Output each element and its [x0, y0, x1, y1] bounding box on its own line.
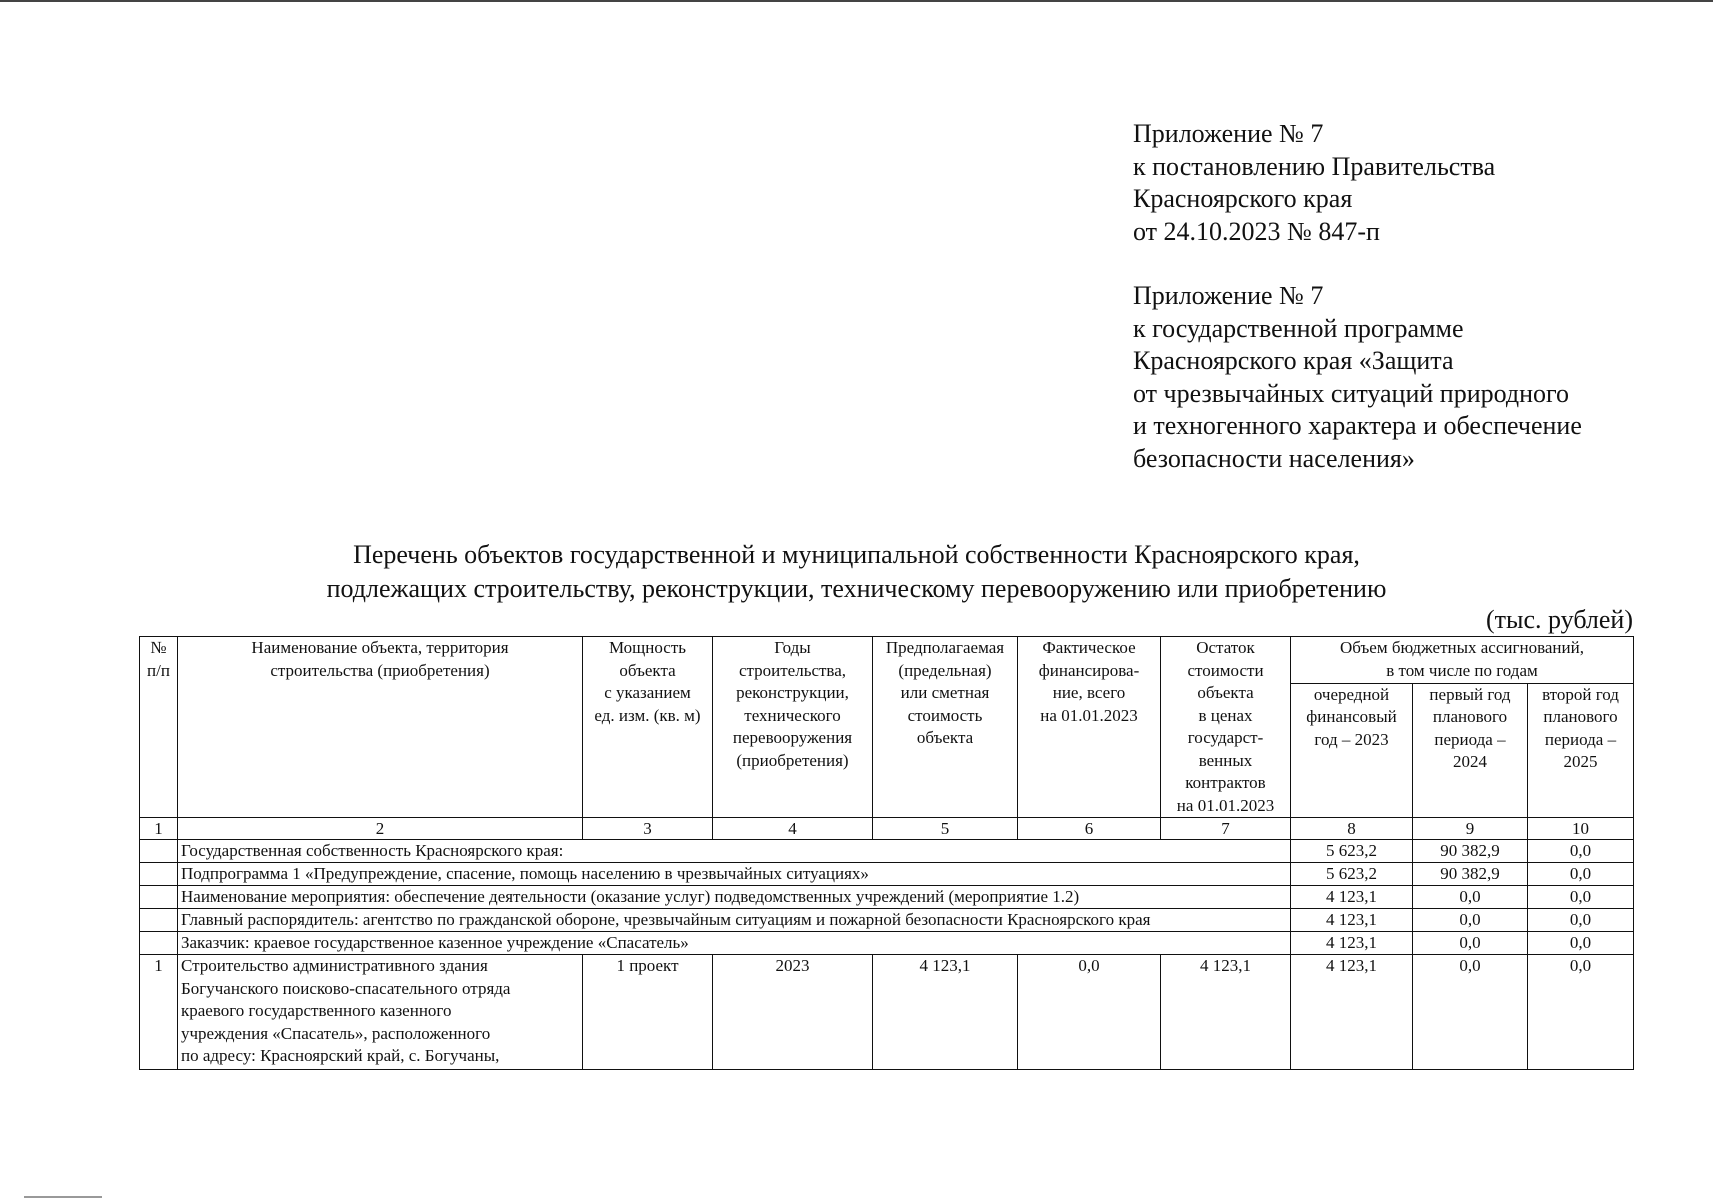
column-number-row [140, 818, 1634, 840]
object-name: Строительство административного здания Богучанского поисково-спасательного отряда краевого государственного казенного учреждения «Спасатель», расположенного по адресу: Красноярский край, с. Богучаны, [178, 955, 583, 1070]
object-capacity: 1 проект [583, 955, 713, 1070]
summary-value-2025: 0,0 [1528, 863, 1634, 886]
header-budget-group: Объем бюджетных ассигнований, в том числе по годам [1291, 637, 1634, 684]
summary-num-cell [140, 909, 178, 932]
summary-num-cell [140, 840, 178, 863]
summary-value-2023: 4 123,1 [1291, 886, 1413, 909]
summary-value-2024: 0,0 [1413, 886, 1528, 909]
header-actual-funding: Фактическое финансирова- ние, всего на 01.01.2023 [1018, 637, 1161, 818]
header-num: № п/п [140, 637, 178, 818]
header-row-1 [140, 637, 1634, 684]
summary-value-2024: 0,0 [1413, 909, 1528, 932]
appendix-program-line: Приложение № 7 [1133, 281, 1324, 310]
appendix-order-line: от 24.10.2023 № 847-п [1133, 216, 1380, 246]
object-remaining-cost: 4 123,1 [1161, 955, 1291, 1070]
column-number: 1 [140, 818, 178, 840]
summary-label: Главный распорядитель: агентство по гражданской обороне, чрезвычайным ситуациям и пожарной безопасности Красноярского края [178, 909, 1291, 932]
summary-label: Подпрограмма 1 «Предупреждение, спасение, помощь населению в чрезвычайных ситуациях» [178, 863, 1291, 886]
appendix-order-line: к постановлению Правительства [1133, 151, 1496, 181]
summary-value-2025: 0,0 [1528, 886, 1634, 909]
column-number: 10 [1528, 818, 1634, 840]
object-value-2025: 0,0 [1528, 955, 1634, 1070]
summary-value-2023: 5 623,2 [1291, 863, 1413, 886]
header-year-2025: второй год планового периода – 2025 [1528, 683, 1634, 818]
header-years: Годы строительства, реконструкции, технического перевооружения (приобретения) [713, 637, 873, 818]
appendix-program-line: безопасности населения» [1133, 443, 1415, 473]
column-number: 5 [873, 818, 1018, 840]
summary-row [140, 840, 1634, 863]
object-value-2024: 0,0 [1413, 955, 1528, 1070]
summary-label: Заказчик: краевое государственное казенное учреждение «Спасатель» [178, 932, 1291, 955]
header-year-2024: первый год планового периода – 2024 [1413, 683, 1528, 818]
appendix-program-line: от чрезвычайных ситуаций природного [1133, 378, 1570, 408]
summary-value-2023: 4 123,1 [1291, 932, 1413, 955]
summary-row [140, 909, 1634, 932]
header-capacity: Мощность объекта с указанием ед. изм. (кв. м) [583, 637, 713, 818]
header-year-2023: очередной финансовый год – 2023 [1291, 683, 1413, 818]
summary-value-2024: 90 382,9 [1413, 840, 1528, 863]
object-row [140, 955, 1634, 1070]
summary-value-2024: 90 382,9 [1413, 863, 1528, 886]
appendix-order-line: Красноярского края [1133, 184, 1353, 213]
header-estimated-cost: Предполагаемая (предельная) или сметная стоимость объекта [873, 637, 1018, 818]
object-years: 2023 [713, 955, 873, 1070]
summary-row [140, 886, 1634, 909]
summary-value-2025: 0,0 [1528, 840, 1634, 863]
object-num: 1 [140, 955, 178, 1070]
column-number: 9 [1413, 818, 1528, 840]
summary-label: Государственная собственность Красноярского края: [178, 840, 1291, 863]
column-number: 7 [1161, 818, 1291, 840]
summary-num-cell [140, 932, 178, 955]
object-estimated-cost: 4 123,1 [873, 955, 1018, 1070]
units-label: (тыс. рублей) [1485, 605, 1633, 634]
summary-value-2023: 5 623,2 [1291, 840, 1413, 863]
appendix-order-block [1133, 118, 1495, 248]
column-number: 4 [713, 818, 873, 840]
summary-label: Наименование мероприятия: обеспечение деятельности (оказание услуг) подведомственных учреждений (мероприятие 1.2) [178, 886, 1291, 909]
column-number: 8 [1291, 818, 1413, 840]
appendix-program-line: и техногенного характера и обеспечение [1133, 411, 1582, 440]
appendix-program-line: к государственной программе [1133, 313, 1464, 343]
document-title-line-2: подлежащих строительству, реконструкции, техническому перевооружению или приобретению [326, 574, 1387, 603]
header-name: Наименование объекта, территория строительства (приобретения) [178, 637, 583, 818]
summary-num-cell [140, 886, 178, 909]
object-actual-funding: 0,0 [1018, 955, 1161, 1070]
column-number: 6 [1018, 818, 1161, 840]
header-remaining-cost: Остаток стоимости объекта в ценах государст- венных контрактов на 01.01.2023 [1161, 637, 1291, 818]
document-title-line-1: Перечень объектов государственной и муниципальной собственности Красноярского края, [353, 540, 1360, 569]
summary-value-2023: 4 123,1 [1291, 909, 1413, 932]
appendix-program-block [1133, 280, 1582, 475]
appendix-order-line: Приложение № 7 [1133, 119, 1324, 148]
summary-num-cell [140, 863, 178, 886]
summary-value-2024: 0,0 [1413, 932, 1528, 955]
summary-value-2025: 0,0 [1528, 932, 1634, 955]
object-value-2023: 4 123,1 [1291, 955, 1413, 1070]
objects-table [139, 636, 1634, 1070]
scan-edge-mark [24, 1196, 102, 1198]
column-number: 3 [583, 818, 713, 840]
summary-row [140, 932, 1634, 955]
appendix-program-line: Красноярского края «Защита [1133, 346, 1454, 375]
page-top-border [0, 0, 1713, 2]
column-number: 2 [178, 818, 583, 840]
summary-row [140, 863, 1634, 886]
summary-value-2025: 0,0 [1528, 909, 1634, 932]
